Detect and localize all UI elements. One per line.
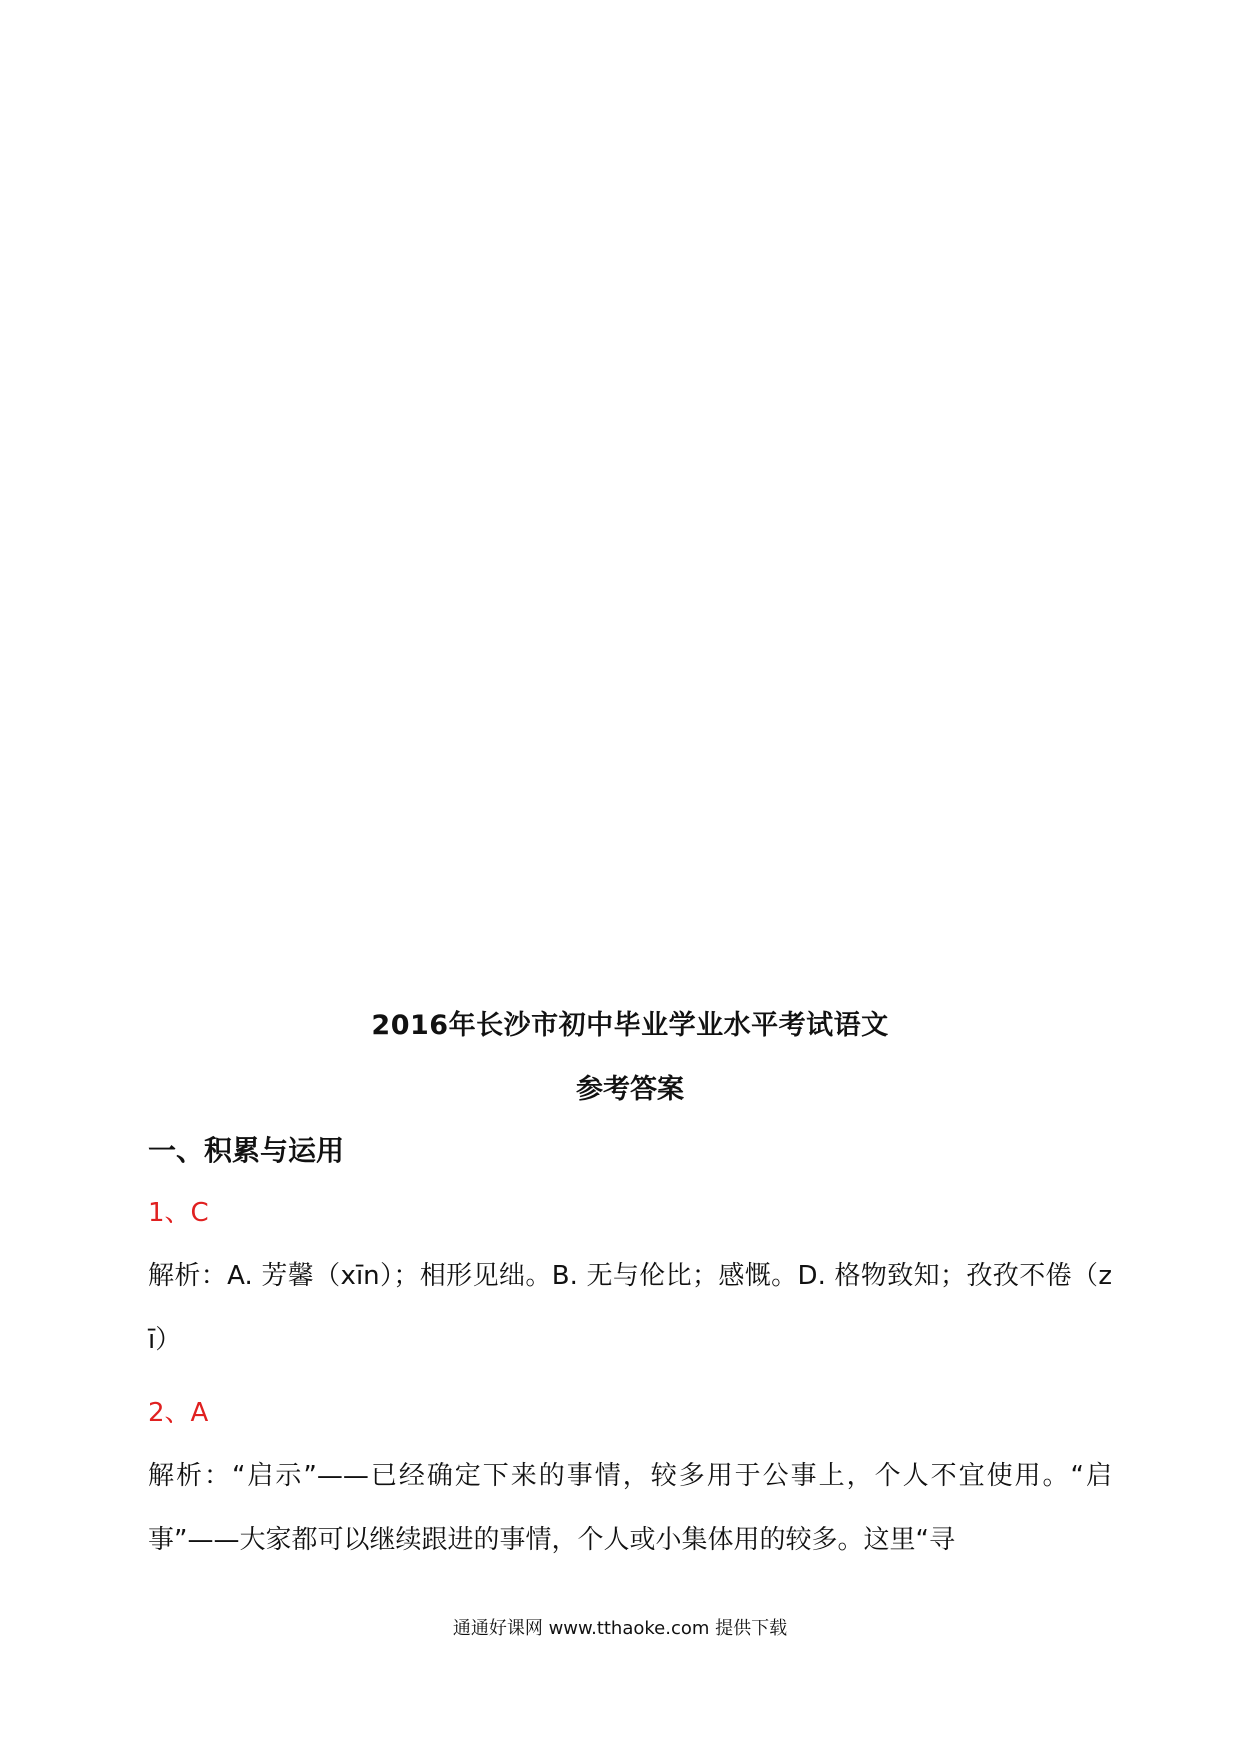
section-heading: 一、积累与运用 — [148, 1134, 345, 1167]
question-1-answer: 1、C — [148, 1198, 209, 1228]
question-2-explanation: 解析：“启示”——已经确定下来的事情，较多用于公事上，个人不宜使用。“启事”——大家都可以继续跟进的事情，个人或小集体用的较多。这里“寻 — [148, 1461, 1112, 1555]
question-1-explanation: 解析：A. 芳馨（xīn）；相形见绌。B. 无与伦比；感慨。D. 格物致知；孜孜不倦（zī） — [148, 1261, 1112, 1355]
document-subtitle: 参考答案 — [576, 1074, 684, 1105]
document-title: 2016年长沙市初中毕业学业水平考试语文 — [371, 1010, 889, 1041]
document-content — [148, 1006, 1112, 1572]
page-footer: 通通好课网 www.tthaoke.com 提供下载 — [452, 1618, 788, 1639]
question-2-answer: 2、A — [148, 1398, 209, 1428]
